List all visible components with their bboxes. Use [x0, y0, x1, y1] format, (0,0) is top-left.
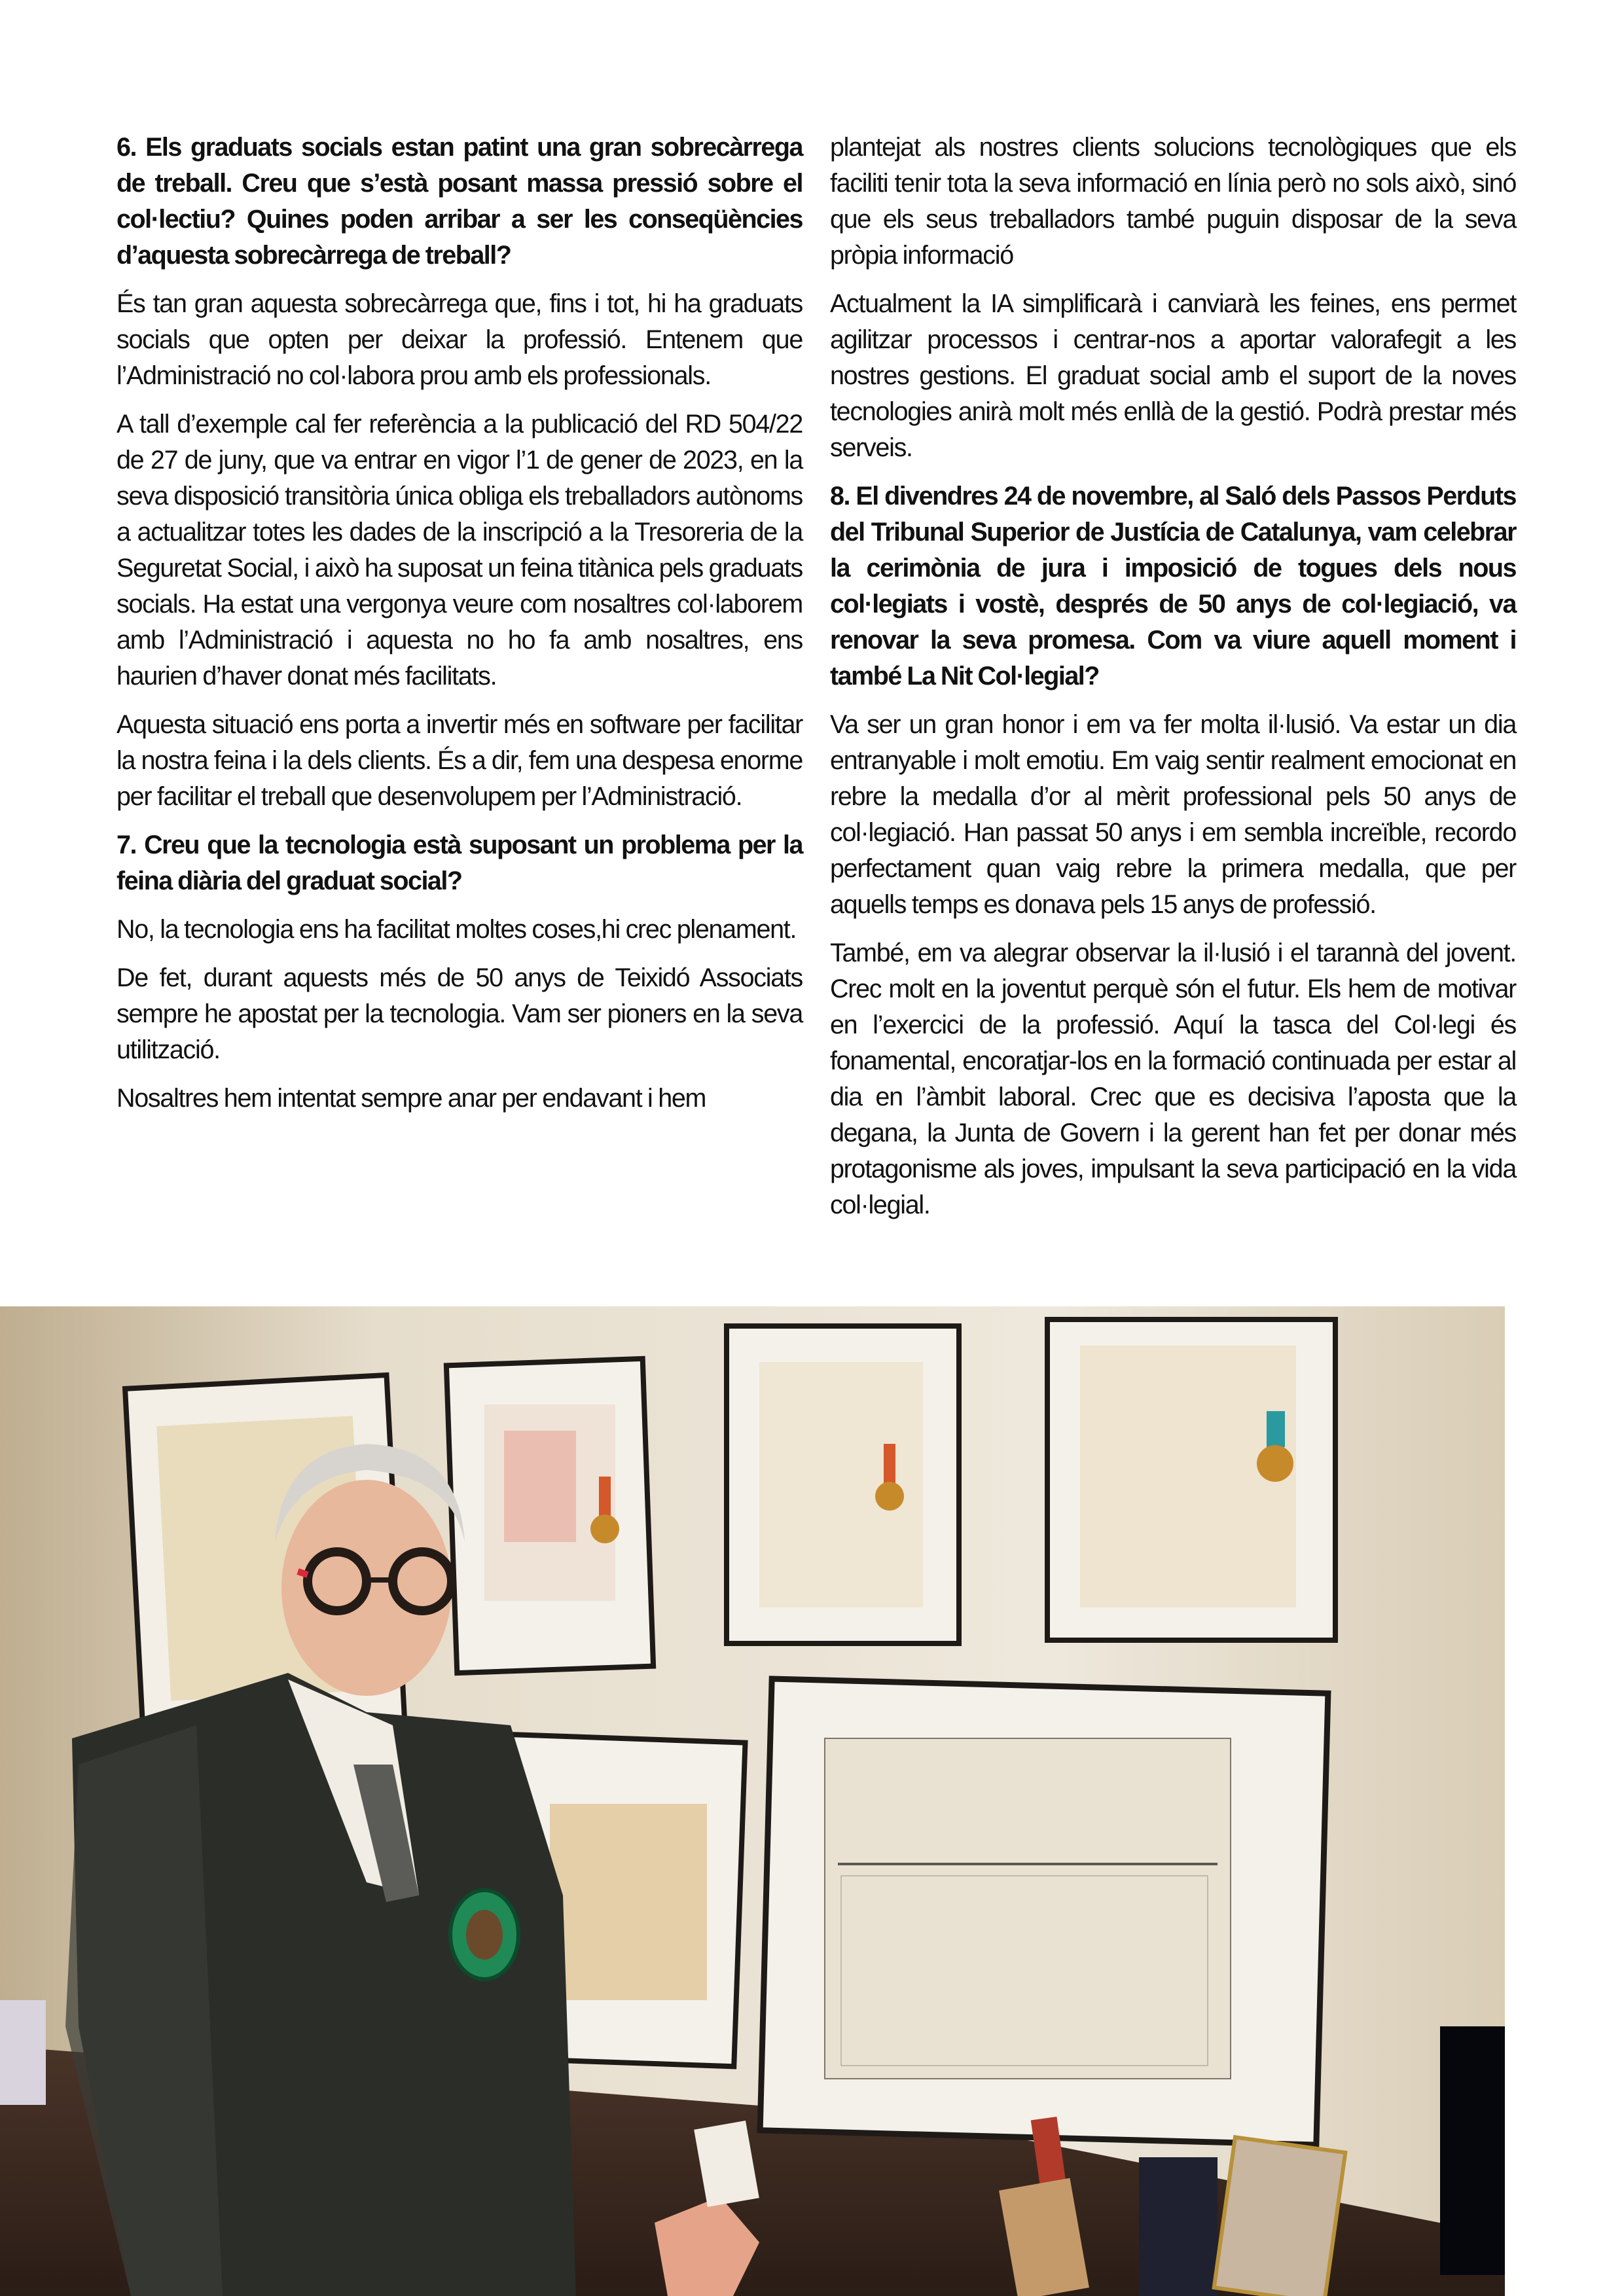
article-column-right	[830, 130, 1516, 1236]
answer-paragraph: Nosaltres hem intentat sempre anar per endavant i hem	[117, 1084, 706, 1113]
answer-paragraph: Va ser un gran honor i em va fer molta il·lusió. Va estar un dia entranyable i molt emotiu. Em vaig sentir realment emocionat en rebre la medalla d’or al mèrit professional pels 50 anys de col·legiació. Han passat 50 anys i em sembla increïble, recordo perfectament quan vaig rebre la primera medalla, que per aquells temps es donava pels 15 anys de professió.	[830, 710, 1516, 919]
question-8: 8. El divendres 24 de novembre, al Saló dels Passos Perduts del Tribunal Superior de Justícia de Catalunya, vam celebrar la cerimònia de jura i imposició de togues dels nous col·legiats i vostè, després de 50 anys de col·legiació, va renovar la seva promesa. Com va viure aquell moment i també La Nit Col·legial?	[830, 482, 1516, 691]
question-6: 6. Els graduats socials estan patint una gran sobrecàrrega de treball. Creu que s’està posant massa pressió sobre el col·lectiu? Quines poden arribar a ser les conseqüències d’aquesta sobrecàrrega de treball?	[117, 133, 803, 270]
answer-paragraph: De fet, durant aquests més de 50 anys de Teixidó Associats sempre he apostat per la tecnologia. Vam ser pioners en la seva utilització.	[117, 963, 803, 1064]
answer-paragraph: És tan gran aquesta sobrecàrrega que, fins i tot, hi ha graduats socials que opten per deixar la professió. Entenem que l’Administració no col·labora prou amb els professionals.	[117, 289, 803, 390]
question-7: 7. Creu que la tecnologia està suposant un problema per la feina diària del graduat social?	[117, 831, 803, 895]
answer-paragraph: Actualment la IA simplificarà i canviarà les feines, ens permet agilitzar processos i centrar-nos a aportar valorafegit a les nostres gestions. El graduat social amb el suport de la noves tecnologies anirà molt més enllà de la gestió. Podrà prestar més serveis.	[830, 289, 1516, 462]
interview-photo	[0, 1306, 1505, 2296]
answer-paragraph: A tall d’exemple cal fer referència a la publicació del RD 504/22 de 27 de juny, que va entrar en vigor l’1 de gener de 2023, en la seva disposició transitòria única obliga els treballadors autònoms a actualitzar totes les dades de la inscripció a la Tresoreria de la Seguretat Social, i això ha suposat un feina titànica pels graduats socials. Ha estat una vergonya veure com nosaltres col·laborem amb l’Administració i aquesta no ho fa amb nosaltres, ens haurien d’haver donat més facilitats.	[117, 410, 803, 691]
answer-paragraph: No, la tecnologia ens ha facilitat moltes coses,hi crec plenament.	[117, 915, 797, 944]
photo-illustration	[0, 1306, 1505, 2296]
answer-paragraph: Aquesta situació ens porta a invertir més en software per facilitar la nostra feina i la dels clients. És a dir, fem una despesa enorme per facilitar el treball que desenvolupem per l’Administració.	[117, 710, 803, 811]
group-portrait	[760, 1679, 1328, 2145]
article-column-left	[117, 130, 803, 1129]
answer-paragraph: També, em va alegrar observar la il·lusió i el tarannà del jovent. Crec molt en la joventut perquè són el futur. Els hem de motivar en l’exercici de la professió. Aquí la tasca del Col·legi és fonamental, encoratjar-los en la formació continuada per estar al dia en l’àmbit laboral. Crec que es decisiva l’aposta que la degana, la Junta de Govern i la gerent han fet per donar més protagonisme als joves, impulsant la seva participació en la vida col·legial.	[830, 939, 1516, 1219]
answer-paragraph: plantejat als nostres clients solucions tecnològiques que els faciliti tenir tota la seva informació en línia però no sols això, sinó que els seus treballadors també puguin disposar de la seva pròpia informació	[830, 133, 1516, 270]
